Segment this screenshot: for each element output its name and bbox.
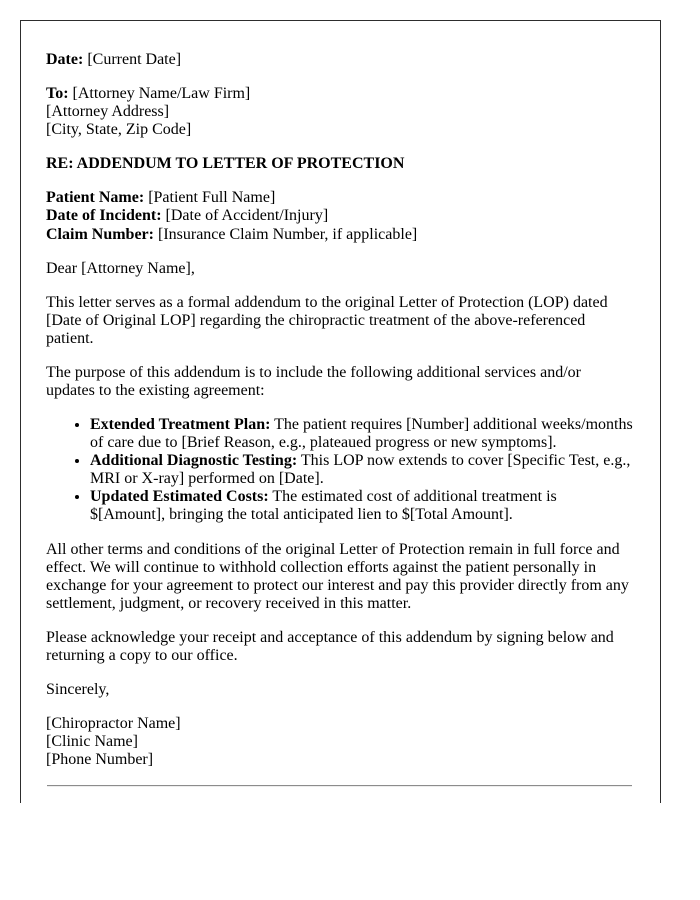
subject-line: RE: ADDENDUM TO LETTER OF PROTECTION — [46, 155, 405, 173]
diagnostic-testing-label: Additional Diagnostic Testing: — [90, 452, 298, 470]
list-item-estimated-costs — [90, 488, 633, 524]
recipient-name-line — [46, 85, 633, 103]
diagnostic-testing-text: This LOP now extends to cover [Specific Test, e.g., MRI or X-ray] performed on [Date]. — [90, 452, 631, 488]
signature-divider — [47, 785, 632, 787]
claim-number-label: Claim Number: — [46, 225, 154, 243]
incident-date-line — [46, 207, 633, 225]
estimated-costs-label: Updated Estimated Costs: — [90, 488, 269, 506]
claim-number-value: [Insurance Claim Number, if applicable] — [153, 225, 418, 243]
recipient-name: [Attorney Name/Law Firm] — [68, 85, 251, 103]
incident-date-value: [Date of Accident/Injury] — [161, 207, 329, 225]
patient-name-label: Patient Name: — [46, 189, 145, 207]
signature-block — [46, 715, 633, 769]
clinic-name-line: [Clinic Name] — [46, 733, 138, 751]
intro-paragraph: This letter serves as a formal addendum to the original Letter of Protection (LOP) dated [Date of Original LOP] regarding the chiropractic treatment of the above-referenced patient. — [46, 293, 608, 347]
chiropractor-name-line: [Chiropractor Name] — [46, 715, 181, 733]
letter-document — [20, 20, 661, 803]
patient-name-value: [Patient Full Name] — [144, 189, 276, 207]
date-line — [46, 51, 633, 69]
date-label: Date: — [46, 51, 84, 68]
list-item-diagnostic-testing — [90, 452, 633, 488]
patient-name-line — [46, 189, 633, 207]
list-item-extended-treatment — [90, 416, 633, 452]
recipient-address-line: [Attorney Address] — [46, 103, 170, 121]
salutation: Dear [Attorney Name], — [46, 259, 195, 277]
incident-date-label: Date of Incident: — [46, 207, 162, 225]
phone-number-line: [Phone Number] — [46, 751, 154, 769]
acknowledge-paragraph: Please acknowledge your receipt and acceptance of this addendum by signing below and returning a copy to our office. — [46, 628, 614, 664]
purpose-paragraph: The purpose of this addendum is to include the following additional services and/or updates to the existing agreement: — [46, 363, 581, 400]
closing-line: Sincerely, — [46, 681, 110, 699]
estimated-costs-text: The estimated cost of additional treatment is $[Amount], bringing the total anticipated lien to $[Total Amount]. — [90, 488, 557, 524]
extended-treatment-label: Extended Treatment Plan: — [90, 416, 271, 434]
date-value: [Current Date] — [83, 51, 182, 68]
extended-treatment-text: The patient requires [Number] additional weeks/months of care due to [Brief Reason, e.g., plateaued progress or new symptoms]. — [90, 416, 633, 452]
terms-paragraph: All other terms and conditions of the original Letter of Protection remain in full force and effect. We will continue to withhold collection efforts against the patient personally in exchange for your agreement to protect our interest and pay this provider directly from any settlement, judgment, or recovery received in this matter. — [46, 540, 629, 612]
claim-number-line — [46, 226, 633, 244]
to-label: To: — [46, 85, 69, 103]
recipient-block — [46, 85, 633, 139]
recipient-city-line: [City, State, Zip Code] — [46, 121, 192, 139]
case-info-block — [46, 189, 633, 243]
addendum-items-list — [46, 416, 633, 524]
